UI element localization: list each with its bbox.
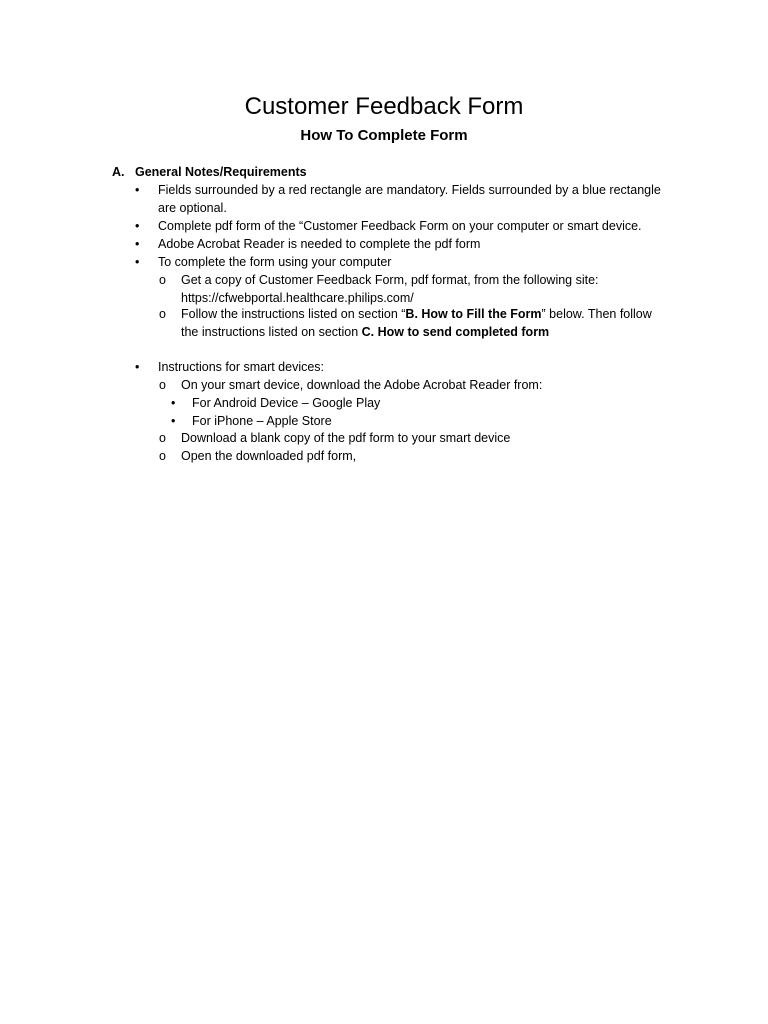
text-span: ” below. Then follow (541, 307, 652, 321)
circle-marker: o (159, 449, 166, 463)
bullet-marker: • (171, 396, 176, 410)
bullet-mandatory-fields-line1: Fields surrounded by a red rectangle are mandatory. Fields surrounded by a blue rectangle (158, 183, 661, 197)
section-a-marker: A. (112, 165, 125, 179)
bullet-complete-pdf: Complete pdf form of the “Customer Feedback Form on your computer or smart device. (158, 219, 642, 233)
bullet-adobe-reader: Adobe Acrobat Reader is needed to complete the pdf form (158, 237, 481, 251)
bullet-marker: • (171, 414, 176, 428)
section-c-reference: C. How to send completed form (361, 325, 550, 339)
sub-follow-instructions-line2 (181, 323, 549, 341)
bullet-marker: • (135, 360, 140, 374)
section-b-reference: B. How to Fill the Form (405, 307, 542, 321)
bullet-smart-devices: Instructions for smart devices: (158, 360, 325, 374)
text-span: Follow the instructions listed on section “ (181, 307, 406, 321)
sub-download-reader: On your smart device, download the Adobe Acrobat Reader from: (181, 378, 543, 392)
sub-follow-instructions-line1 (181, 305, 652, 323)
page-subtitle: How To Complete Form (300, 127, 468, 144)
circle-marker: o (159, 378, 166, 392)
bullet-marker: • (135, 219, 140, 233)
bullet-mandatory-fields-line2: are optional. (158, 201, 227, 215)
sub-download-blank: Download a blank copy of the pdf form to your smart device (181, 431, 511, 445)
bullet-computer: To complete the form using your computer (158, 255, 392, 269)
text-span: the instructions listed on section (181, 325, 362, 339)
circle-marker: o (159, 273, 166, 287)
circle-marker: o (159, 307, 166, 321)
bullet-marker: • (135, 183, 140, 197)
bullet-marker: • (135, 237, 140, 251)
sub-open-form: Open the downloaded pdf form, (181, 449, 357, 463)
section-a-heading: General Notes/Requirements (135, 165, 307, 179)
portal-link[interactable]: https://cfwebportal.healthcare.philips.com/ (181, 291, 414, 305)
item-android: For Android Device – Google Play (192, 396, 381, 410)
sub-get-copy-line1: Get a copy of Customer Feedback Form, pdf format, from the following site: (181, 273, 599, 287)
circle-marker: o (159, 431, 166, 445)
item-iphone: For iPhone – Apple Store (192, 414, 332, 428)
page-title: Customer Feedback Form (244, 93, 524, 120)
bullet-marker: • (135, 255, 140, 269)
